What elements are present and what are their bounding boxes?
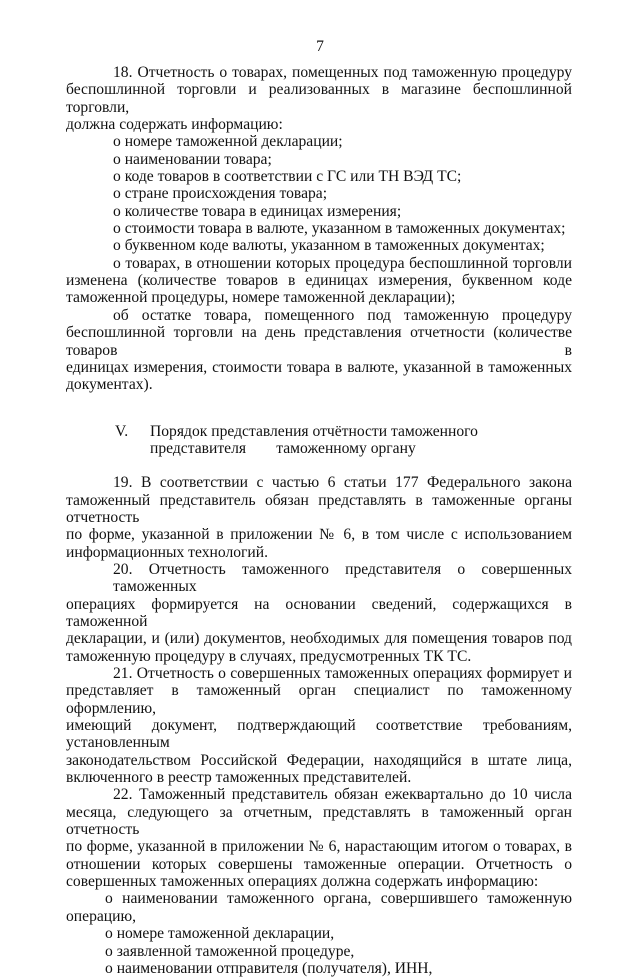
text-line: отношении которых совершены таможенные операции. Отчетность о [66,855,572,873]
paragraph [66,237,572,254]
text-line: 19. В соответствии с частью 6 статьи 177 Федерального закона [113,474,572,492]
paragraph [66,561,572,665]
paragraphs-section-18 [66,64,572,394]
text-line: о наименовании таможенного органа, совершившего таможенную [105,890,572,908]
text-line: включенного в реестр таможенных представителей. [66,769,412,787]
text-line: беспошлинной торговли на день представления отчетности (количестве товаров в [66,324,572,359]
text-line: о товарах, в отношении которых процедура беспошлинной торговли [113,254,572,272]
page-number: 7 [316,38,324,55]
document-body [66,64,572,977]
paragraph [66,890,572,925]
paragraph [66,786,572,890]
paragraph [66,64,572,133]
text-line: о номере таможенной декларации, [105,925,335,943]
text-line: декларации, и (или) документов, необходимых для помещения товаров под [66,630,572,648]
text-line: изменена (количестве товаров в единицах измерения, буквенном коде [66,272,572,290]
text-line: имеющий документ, подтверждающий соответствие требованиям, установленным [66,717,572,752]
paragraph [66,665,572,786]
text-line: законодательством Российской Федерации, находящийся в штате лица, [66,751,572,769]
paragraph [66,220,572,237]
text-line: о буквенном коде валюты, указанном в таможенных документах; [113,237,545,255]
paragraph [66,151,572,168]
section-number: V. [115,422,129,440]
section-title-line-2: таможенному органу [276,439,416,457]
text-line: информационных технологий. [66,543,269,561]
text-line: о наименовании товара; [113,150,272,168]
text-line: об остатке товара, помещенного под таможенную процедуру [113,306,572,324]
text-line: 20. Отчетность таможенного представителя о совершенных таможенных [113,560,572,596]
paragraph [66,307,572,394]
text-line: 21. Отчетность о совершенных таможенных операциях формирует и [113,665,572,682]
text-line: беспошлинной торговли и реализованных в магазине беспошлинной торговли, [66,81,572,116]
paragraph [66,474,572,561]
text-line: о заявленной таможенной процедуре, [105,942,355,960]
text-line: о стоимости товара в валюте, указанном в таможенных документах; [113,220,566,238]
paragraphs-section-v [66,474,572,977]
paragraph [66,943,572,960]
text-line: должна содержать информацию: [66,116,283,134]
section-title-line-1: Порядок представления отчётности таможенного представителя [150,422,478,457]
text-line: таможенной процедуры, номере таможенной декларации); [66,289,456,307]
text-line: операциях формируется на основании сведений, содержащихся в таможенной [66,595,572,630]
paragraph [66,203,572,220]
text-line: таможенный представитель обязан представлять в таможенные органы отчетность [66,491,572,526]
text-line: о стране происхождения товара; [113,185,328,203]
text-line: операцию, [66,907,137,925]
text-line: 18. Отчетность о товарах, помещенных под таможенную процедуру [113,64,572,81]
paragraph [66,168,572,185]
text-line: о количестве товара в единицах измерения; [113,202,402,220]
text-line: таможенную процедуру в случаях, предусмотренных ТК ТС. [66,647,472,665]
text-line: о наименовании отправителя (получателя), ИНН, [105,959,433,977]
text-line: о коде товаров в соответствии с ГС или ТН ВЭД ТС; [113,168,462,186]
text-line: о номере таможенной декларации; [113,133,343,151]
text-line: единицах измерения, стоимости товара в валюте, указанной в таможенных [66,358,572,376]
paragraph [66,185,572,202]
text-line: представляет в таможенный орган специалист по таможенному оформлению, [66,682,572,717]
text-line: по форме, указанной в приложении № 6, нарастающим итогом о товарах, в [66,838,572,856]
paragraph [66,925,572,942]
text-line: месяца, следующего за отчетным, представлять в таможенный орган отчетность [66,803,572,839]
paragraph [66,960,572,977]
section-heading [66,423,572,458]
paragraph [66,133,572,150]
text-line: по форме, указанной в приложении № 6, в том числе с использованием [66,526,572,544]
paragraph [66,255,572,307]
text-line: 22. Таможенный представитель обязан ежеквартально до 10 числа [113,786,572,804]
text-line: совершенных таможенных операциях должна содержать информацию: [66,873,539,891]
text-line: документах). [66,376,153,394]
